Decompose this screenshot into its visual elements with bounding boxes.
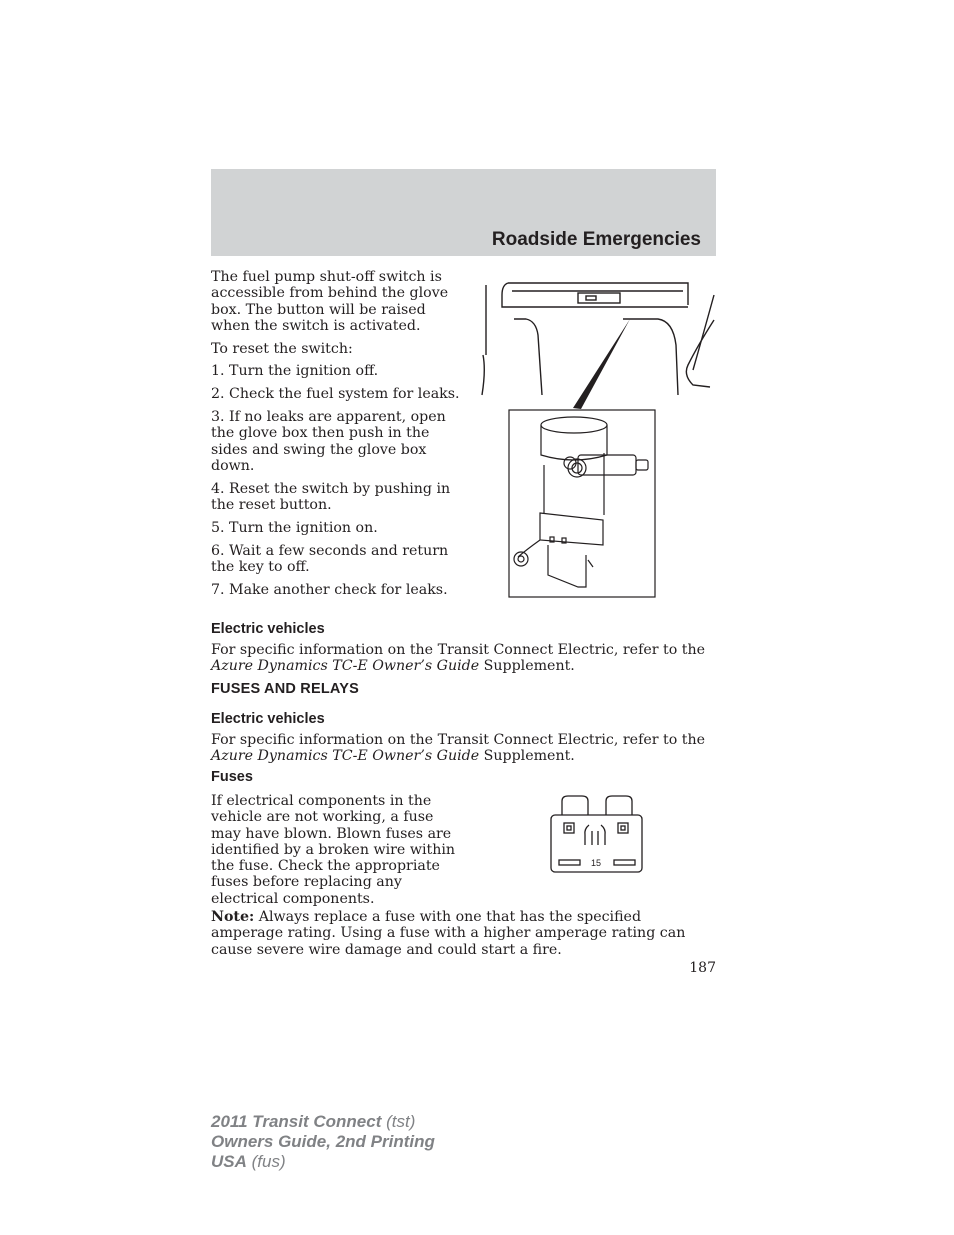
- ev-guide-title-1: Azure Dynamics TC-E Owner’s Guide: [211, 658, 480, 675]
- ev-text-2: For specific information on the Transit Connect Electric, refer to the: [211, 732, 706, 748]
- section-title: Roadside Emergencies: [491, 229, 701, 250]
- ev-paragraph-1: [211, 642, 716, 675]
- ev-text-2b: Supplement.: [479, 748, 575, 765]
- ev-text-1: For specific information on the Transit Connect Electric, refer to the: [211, 642, 706, 658]
- section-header-band: [211, 169, 716, 256]
- fuse-note: [211, 909, 716, 958]
- fuses-relays-heading: FUSES AND RELAYS: [211, 681, 359, 697]
- step-6: 6. Wait a few seconds and return the key to off.: [211, 542, 449, 575]
- fuse-illustration: [548, 793, 648, 875]
- step-3: 3. If no leaks are apparent, open the glove box then push in the sides and swing the glove box down.: [211, 409, 446, 474]
- footer-market-code: (fus): [246, 1152, 286, 1171]
- step-2: 2. Check the fuel system for leaks.: [211, 386, 460, 403]
- step-5: 5. Turn the ignition on.: [211, 519, 378, 536]
- fuses-paragraph: If electrical components in the vehicle are not working, a fuse may have blown. Blown fuses are identified by a broken wire within the fuse. Check the appropriate fuses before replacing any electrical components.: [211, 793, 456, 907]
- ev-paragraph-2: [211, 732, 716, 765]
- intro-text: [211, 269, 469, 605]
- ev-text-1b: Supplement.: [479, 658, 575, 675]
- footer-model-code: (tst): [381, 1112, 416, 1131]
- reset-lead: To reset the switch:: [211, 340, 353, 357]
- fuel-pump-switch-illustration: [478, 275, 718, 600]
- note-text: Always replace a fuse with one that has the specified amperage rating. Using a fuse with a higher amperage rating can cause severe wire damage and could start a fire.: [211, 909, 686, 958]
- intro-paragraph: The fuel pump shut-off switch is accessible from behind the glove box. The button will be raised when the switch is activated.: [211, 269, 449, 334]
- page-number: 187: [689, 960, 716, 976]
- fuses-heading: Fuses: [211, 769, 253, 785]
- ev-heading-1: Electric vehicles: [211, 621, 325, 637]
- footer-imprint: [211, 1112, 435, 1172]
- ev-guide-title-2: Azure Dynamics TC-E Owner’s Guide: [211, 748, 480, 765]
- step-4: 4. Reset the switch by pushing in the reset button.: [211, 480, 451, 514]
- footer-model: 2011 Transit Connect: [211, 1112, 382, 1131]
- footer-market: USA: [211, 1152, 247, 1171]
- footer-edition: Owners Guide, 2nd Printing: [211, 1132, 435, 1151]
- ev-heading-2: Electric vehicles: [211, 711, 325, 727]
- step-7: 7. Make another check for leaks.: [211, 581, 448, 598]
- step-1: 1. Turn the ignition off.: [211, 363, 379, 380]
- note-label: Note:: [211, 909, 255, 925]
- fuse-rating-label: 15: [590, 858, 602, 868]
